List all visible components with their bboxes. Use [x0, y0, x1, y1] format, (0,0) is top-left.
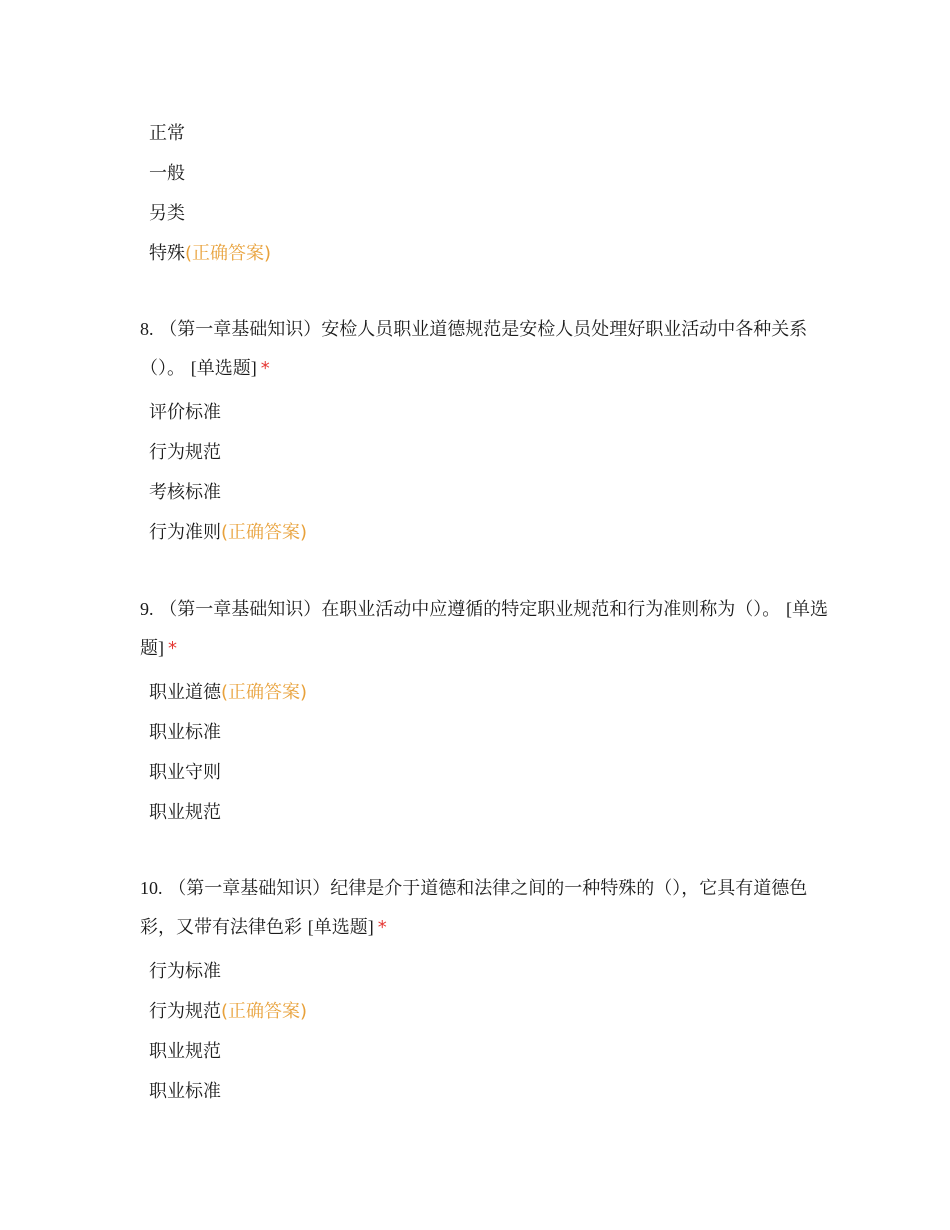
required-marker: * — [377, 917, 387, 938]
option-label: 职业规范 — [149, 802, 221, 823]
q7-option-3 — [149, 202, 185, 226]
q10-option-1 — [149, 960, 221, 984]
option-label: 职业标准 — [149, 1081, 221, 1102]
option-label: 正常 — [149, 123, 185, 144]
q7-option-4 — [149, 242, 271, 266]
q10-option-2 — [149, 1000, 307, 1024]
option-label: 行为规范 — [149, 1001, 221, 1022]
q10-option-4 — [149, 1080, 221, 1104]
question-text: （第一章基础知识）纪律是介于道德和法律之间的一种特殊的（），它具有道德色彩，又带有法律色彩 — [140, 878, 808, 938]
correct-answer-marker: (正确答案) — [185, 243, 272, 264]
question-8 — [140, 310, 830, 388]
q9-option-2 — [149, 721, 221, 745]
option-label: 特殊 — [149, 243, 185, 264]
option-label: 一般 — [149, 163, 185, 184]
question-type: [单选题] — [190, 358, 257, 378]
question-text: （第一章基础知识）安检人员职业道德规范是安检人员处理好职业活动中各种关系 （）。 — [140, 319, 808, 379]
correct-answer-marker: (正确答案) — [221, 522, 308, 543]
q8-option-1 — [149, 401, 221, 425]
question-number: 8. — [140, 319, 154, 339]
option-label: 考核标准 — [149, 482, 221, 503]
correct-answer-marker: (正确答案) — [221, 1001, 308, 1022]
q10-option-3 — [149, 1040, 221, 1064]
question-type: [单选题] — [307, 917, 374, 937]
q9-option-4 — [149, 801, 221, 825]
question-10 — [140, 869, 830, 947]
q8-option-3 — [149, 481, 221, 505]
required-marker: * — [260, 358, 270, 379]
option-label: 另类 — [149, 203, 185, 224]
q7-option-2 — [149, 162, 185, 186]
q9-option-1 — [149, 681, 307, 705]
option-label: 职业规范 — [149, 1041, 221, 1062]
option-label: 行为标准 — [149, 961, 221, 982]
option-label: 职业标准 — [149, 722, 221, 743]
question-type: [单选题] — [140, 599, 828, 658]
option-label: 评价标准 — [149, 402, 221, 423]
required-marker: * — [168, 638, 177, 659]
option-label: 行为规范 — [149, 442, 221, 463]
option-label: 职业道德 — [149, 682, 221, 703]
q7-option-1 — [149, 122, 185, 146]
question-number: 10. — [140, 878, 163, 898]
option-label: 行为准则 — [149, 522, 221, 543]
question-9 — [140, 590, 830, 668]
option-label: 职业守则 — [149, 762, 221, 783]
q8-option-4 — [149, 521, 307, 545]
question-number: 9. — [140, 599, 154, 619]
question-text: （第一章基础知识）在职业活动中应遵循的特定职业规范和行为准则称为（）。 — [159, 599, 781, 620]
q9-option-3 — [149, 761, 221, 785]
q8-option-2 — [149, 441, 221, 465]
correct-answer-marker: (正确答案) — [221, 682, 308, 703]
